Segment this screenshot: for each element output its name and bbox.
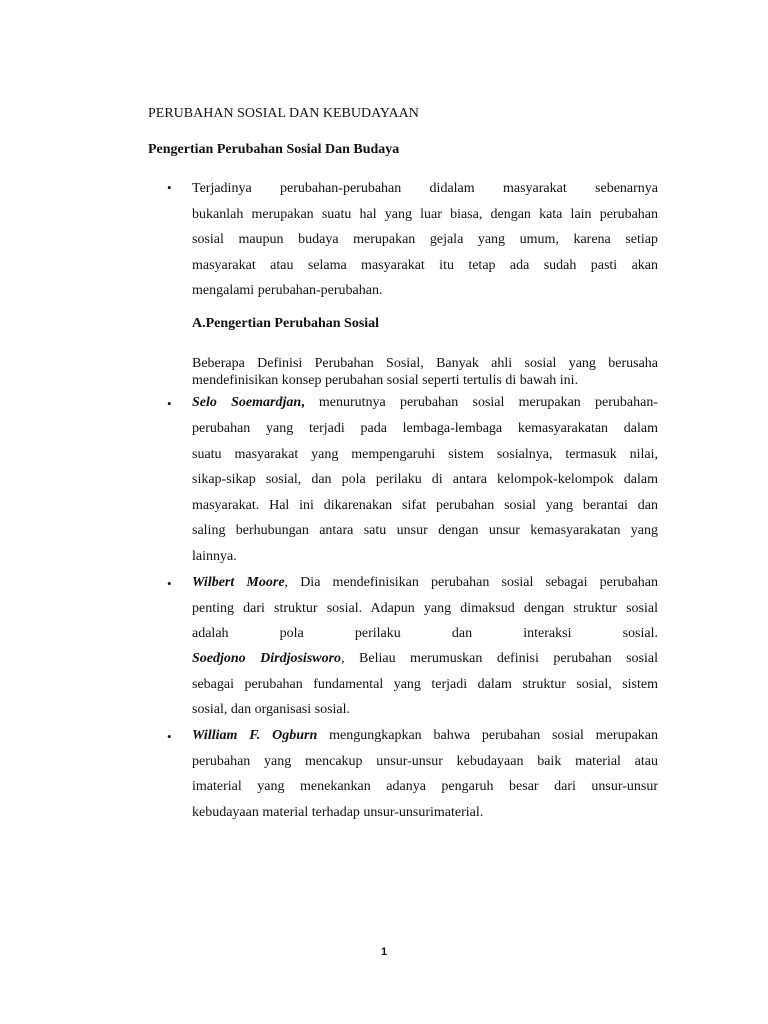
text-line: bukanlah merupakan suatu hal yang luar biasa, dengan kata lain perubahan (192, 207, 658, 222)
section-heading: A.Pengertian Perubahan Sosial (192, 316, 380, 331)
text-line: perubahan yang terjadi pada lembaga-lembaga kemasyarakatan dalam (192, 421, 658, 436)
definition-text: mengungkapkan bahwa perubahan sosial merupakan (317, 728, 658, 743)
definition-first-line (192, 570, 658, 596)
text-line: perubahan yang mencakup unsur-unsur kebudayaan baik material atau (192, 754, 658, 769)
bullet-marker: • (167, 729, 172, 744)
text-line: mengalami perubahan-perubahan. (192, 283, 383, 298)
definition-first-line (192, 390, 658, 416)
text-line: saling berhubungan antara satu unsur dengan unsur kemasyarakatan yang (192, 523, 658, 538)
bullet-marker: • (167, 180, 172, 195)
bullet-marker: • (167, 576, 172, 591)
text-line: sebagai perubahan fundamental yang terjadi dalam struktur sosial, sistem (192, 677, 658, 692)
text-line: sosial maupun budaya merupakan gejala yang umum, karena setiap (192, 232, 658, 247)
text-line: mendefinisikan konsep perubahan sosial seperti tertulis di bawah ini. (192, 373, 579, 388)
definition-first-line (192, 723, 658, 749)
text-line: Terjadinya perubahan-perubahan didalam masyarakat sebenarnya (192, 181, 658, 196)
definition-text: menurutnya perubahan sosial merupakan perubahan- (304, 395, 658, 410)
text-line: sikap-sikap sosial, dan pola perilaku di antara kelompok-kelompok dalam (192, 472, 658, 487)
text-line: Beberapa Definisi Perubahan Sosial, Banyak ahli sosial yang berusaha (192, 356, 658, 371)
text-line: adalah pola perilaku dan interaksi sosial. (192, 626, 658, 641)
page-number: 1 (380, 946, 388, 958)
author-name: William F. Ogburn (192, 728, 318, 743)
text-line: lainnya. (192, 549, 237, 564)
definition-first-line (192, 646, 658, 672)
text-line: sosial, dan organisasi sosial. (192, 702, 351, 717)
text-line: imaterial yang menekankan adanya pengaruh besar dari unsur-unsur (192, 779, 658, 794)
author-name-suffix: , (301, 395, 305, 410)
definition-text: , Dia mendefinisikan perubahan sosial sebagai perubahan (284, 575, 658, 590)
document-title: PERUBAHAN SOSIAL DAN KEBUDAYAAN (148, 106, 419, 121)
author-name: Soedjono Dirdjosisworo (192, 651, 342, 666)
definition-text: , Beliau merumuskan definisi perubahan sosial (341, 651, 658, 666)
text-line: masyarakat atau selama masyarakat itu tetap ada sudah pasti akan (192, 258, 658, 273)
text-line: penting dari struktur sosial. Adapun yang dimaksud dengan struktur sosial (192, 601, 658, 616)
text-line: masyarakat. Hal ini dikarenakan sifat perubahan sosial yang berantai dan (192, 498, 658, 513)
document-subtitle: Pengertian Perubahan Sosial Dan Budaya (148, 142, 400, 157)
text-line: kebudayaan material terhadap unsur-unsurimaterial. (192, 805, 484, 820)
author-name: Selo Soemardjan (192, 395, 302, 410)
text-line: suatu masyarakat yang mempengaruhi sistem sosialnya, termasuk nilai, (192, 447, 658, 462)
author-name: Wilbert Moore (192, 575, 285, 590)
bullet-marker: • (167, 396, 172, 411)
